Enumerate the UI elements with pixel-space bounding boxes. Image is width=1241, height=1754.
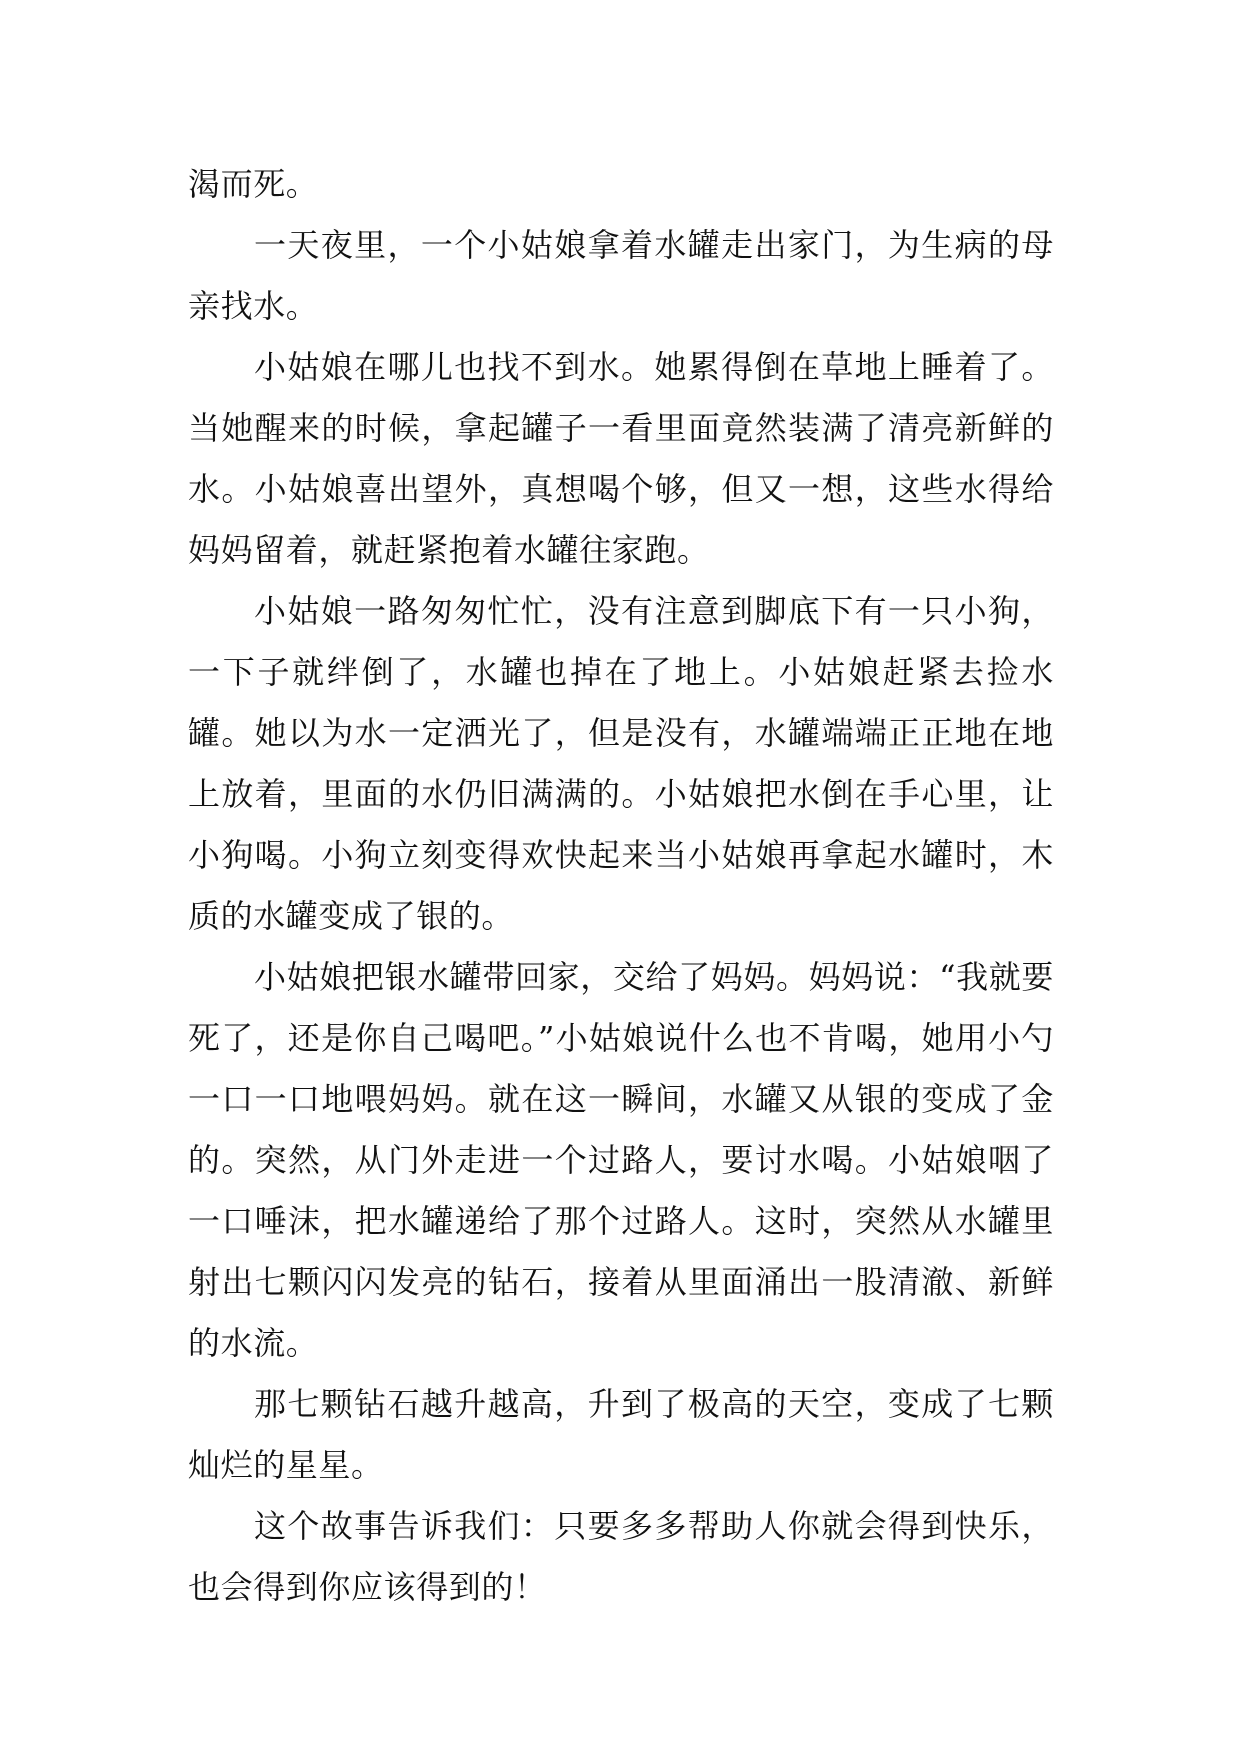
paragraph-mother: 小姑娘把银水罐带回家，交给了妈妈。妈妈说：“我就要死了，还是你自己喝吧。”小姑娘说什么也不肯喝，她用小勺一口一口地喂妈妈。就在这一瞬间，水罐又从银的变成了金的。突然，从门外走进一个过路人，要讨水喝。小姑娘咽了一口唾沫，把水罐递给了那个过路人。这时，突然从水罐里射出七颗闪闪发亮的钻石，接着从里面涌出一股清澈、新鲜的水流。 [188,958,1054,1362]
paragraph-night-search: 一天夜里，一个小姑娘拿着水罐走出家门，为生病的母亲找水。 [188,226,1054,325]
paragraph-puppy: 小姑娘一路匆匆忙忙，没有注意到脚底下有一只小狗，一下子就绊倒了，水罐也掉在了地上。小姑娘赶紧去捡水罐。她以为水一定洒光了，但是没有，水罐端端正正地在地上放着，里面的水仍旧满满的。小姑娘把水倒在手心里，让小狗喝。小狗立刻变得欢快起来当小姑娘再拿起水罐时，木质的水罐变成了银的。 [188,592,1054,935]
paragraph-moral: 这个故事告诉我们：只要多多帮助人你就会得到快乐，也会得到你应该得到的！ [188,1507,1054,1606]
paragraph-stars: 那七颗钻石越升越高，升到了极高的天空，变成了七颗灿烂的星星。 [188,1385,1054,1484]
paragraph-continued: 渴而死。 [188,165,319,203]
story-text [188,154,1054,1618]
paragraph-jug-filled: 小姑娘在哪儿也找不到水。她累得倒在草地上睡着了。当她醒来的时候，拿起罐子一看里面竟然装满了清亮新鲜的水。小姑娘喜出望外，真想喝个够，但又一想，这些水得给妈妈留着，就赶紧抱着水罐往家跑。 [188,348,1054,569]
